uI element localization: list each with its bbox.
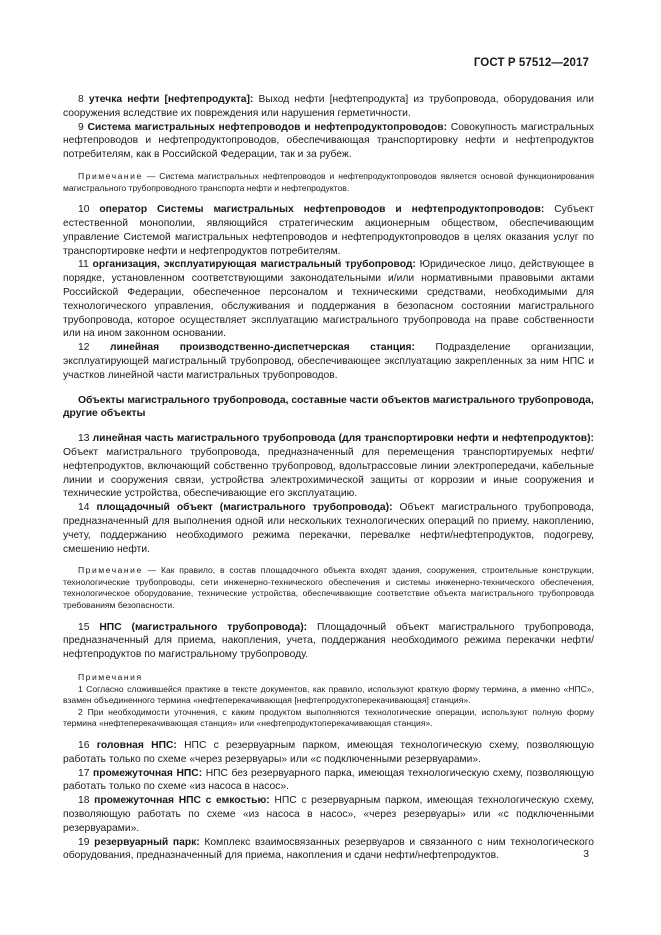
note-label: Примечание [78,565,143,576]
term-entry-10: 10 оператор Системы магистральных нефтепроводов и нефтепродуктопроводов: Субъект естественной монополии, являющийся стратегическим акционерным обществом, обеспечивающим управление Системой магистральных нефтепроводов и нефтепродуктопроводов в целях оказания услуг по транспортировке нефти и нефтепродуктов потребителям. [63,204,594,257]
term-entry-8: 8 утечка нефти [нефтепродукта]: Выход нефти [нефтепродукта] из трубопровода, оборудования или сооружения вследствие их повреждения или нарушения герметичности. [63,94,594,119]
term-entry-12: 12 линейная производственно-диспетчерская станция: Подразделение организации, эксплуатирующей магистральный трубопровод, обеспечивающее эксплуатацию закрепленных за ним НПС и участков линейной части магистральных трубопроводов. [63,342,594,381]
term-title: организация, эксплуатирующая магистральный трубопровод: [92,259,416,271]
note-site-object: Примечание — Как правило, в состав площадочного объекта входят здания, сооружения, строительные конструкции, технологические трубопроводы, сети инженерно-технического обеспечения и системы инженерно-технического обеспечения, технологическое оборудование, технические устройства, обеспечивающие соответствие объекта магистрального трубопровода требованиям безопасности. [63,565,594,611]
document-id-header: ГОСТ Р 57512—2017 [473,57,589,69]
page-content [63,90,594,863]
notes-heading: Примечания [78,672,143,683]
term-title: Система магистральных нефтепроводов и нефтепродуктопроводов: [87,121,448,133]
term-title: площадочный объект (магистрального трубопровода): [96,502,393,514]
term-title: линейная производственно-диспетчерская станция: [110,342,415,354]
term-entry-16: 16 головная НПС: НПС с резервуарным парком, имеющая технологическую схему, позволяющую работать только по схеме «через резервуары» или «с подключенными резервуарами». [63,740,594,765]
term-entry-14: 14 площадочный объект (магистрального трубопровода): Объект магистрального трубопровода, предназначенный для выполнения одной или нескольких технологических операций по приему, накоплению, учету, поддержанию необходимого режима перекачки, перевалке нефти/нефтепродуктов, подогреву, смешению нефти. [63,502,595,555]
term-title: утечка нефти [нефтепродукта]: [88,94,254,105]
term-title: оператор Системы магистральных нефтепроводов и нефтепродуктопроводов: [99,204,545,216]
page-number: 3 [583,849,589,860]
note-item-1: 1 Согласно сложившейся практике в тексте документов, как правило, используют краткую форму термина, а именно «НПС», взамен объединенного термина «нефтеперекачивающая [нефтепродуктоперекачивающая] станция». [63,683,594,706]
term-entry-9: 9 Система магистральных нефтепроводов и нефтепродуктопроводов: Совокупность магистральных нефтепроводов и нефтепродуктопроводов, обеспечивающая транспортировку нефти и нефтепродуктов потребителям, как в Российской Федерации, так и за рубеж. [63,121,594,161]
term-title: линейная часть магистрального трубопровода (для транспортировки нефти и нефтепродуктов): [92,433,594,445]
note-system: Примечание — Система магистральных нефтепроводов и нефтепродуктопроводов является основой функционирования магистрального трубопроводного транспорта нефти и нефтепродуктов. [63,170,595,193]
term-entry-19: 19 резервуарный парк: Комплекс взаимосвязанных резервуаров и связанного с ним технологического оборудования, предназначенный для приема, накопления и сдачи нефти/нефтепродуктов. [63,836,594,862]
term-title: резервуарный парк: [94,836,200,848]
term-title: промежуточная НПС с емкостью: [94,795,270,807]
term-title: промежуточная НПС: [93,767,203,779]
note-label: Примечание [78,170,143,181]
note-item-2: 2 При необходимости уточнения, с каким продуктом выполняются технологические операции, используют полную форму термина «нефтеперекачивающая станция» или «нефтепродуктоперекачивающая станция». [63,706,594,729]
term-entry-17: 17 промежуточная НПС: НПС без резервуарного парка, имеющая технологическую схему, позволяющую работать только по схеме «из насоса в насос». [63,767,594,793]
term-entry-15: 15 НПС (магистрального трубопровода): Площадочный объект магистрального трубопровода, предназначенный для приема, накопления, учета, поддержания необходимого режима перекачки нефти/нефтепродуктов по магистральному трубопроводу. [63,621,594,661]
term-entry-13: 13 линейная часть магистрального трубопровода (для транспортировки нефти и нефтепродуктов): Объект магистрального трубопровода, предназначенный для перемещения транспортируемых нефти/нефтепродуктов, включающий собственно трубопровод, вдольтрассовые линии электропередачи, кабельные линии и сооружения связи, устройства электрохимической защиты от коррозии и иные сооружения и технические устройства, обеспечивающие его эксплуатацию. [63,433,594,500]
term-entry-18: 18 промежуточная НПС с емкостью: НПС с резервуарным парком, имеющая технологическую схему, позволяющую работать по схеме «из насоса в насос», «через резервуары» или «с подключенными резервуарами». [63,795,594,834]
term-entry-11: 11 организация, эксплуатирующая магистральный трубопровод: Юридическое лицо, действующее в порядке, установленном соответствующими законодательными и/или нормативными правовыми актами Российской Федерации, обеспеченное персоналом и техническими средствами, необходимыми для технологического управления, обслуживания и поддержания в безопасном состоянии магистрального трубопровода, которое осуществляет эксплуатацию магистрального трубопровода на праве собственности или на ином законном основании. [63,259,594,340]
term-title: НПС (магистрального трубопровода): [99,621,308,633]
section-heading: Объекты магистрального трубопровода, составные части объектов магистрального трубопровода, другие объекты [63,394,594,420]
term-title: головная НПС: [96,740,177,752]
